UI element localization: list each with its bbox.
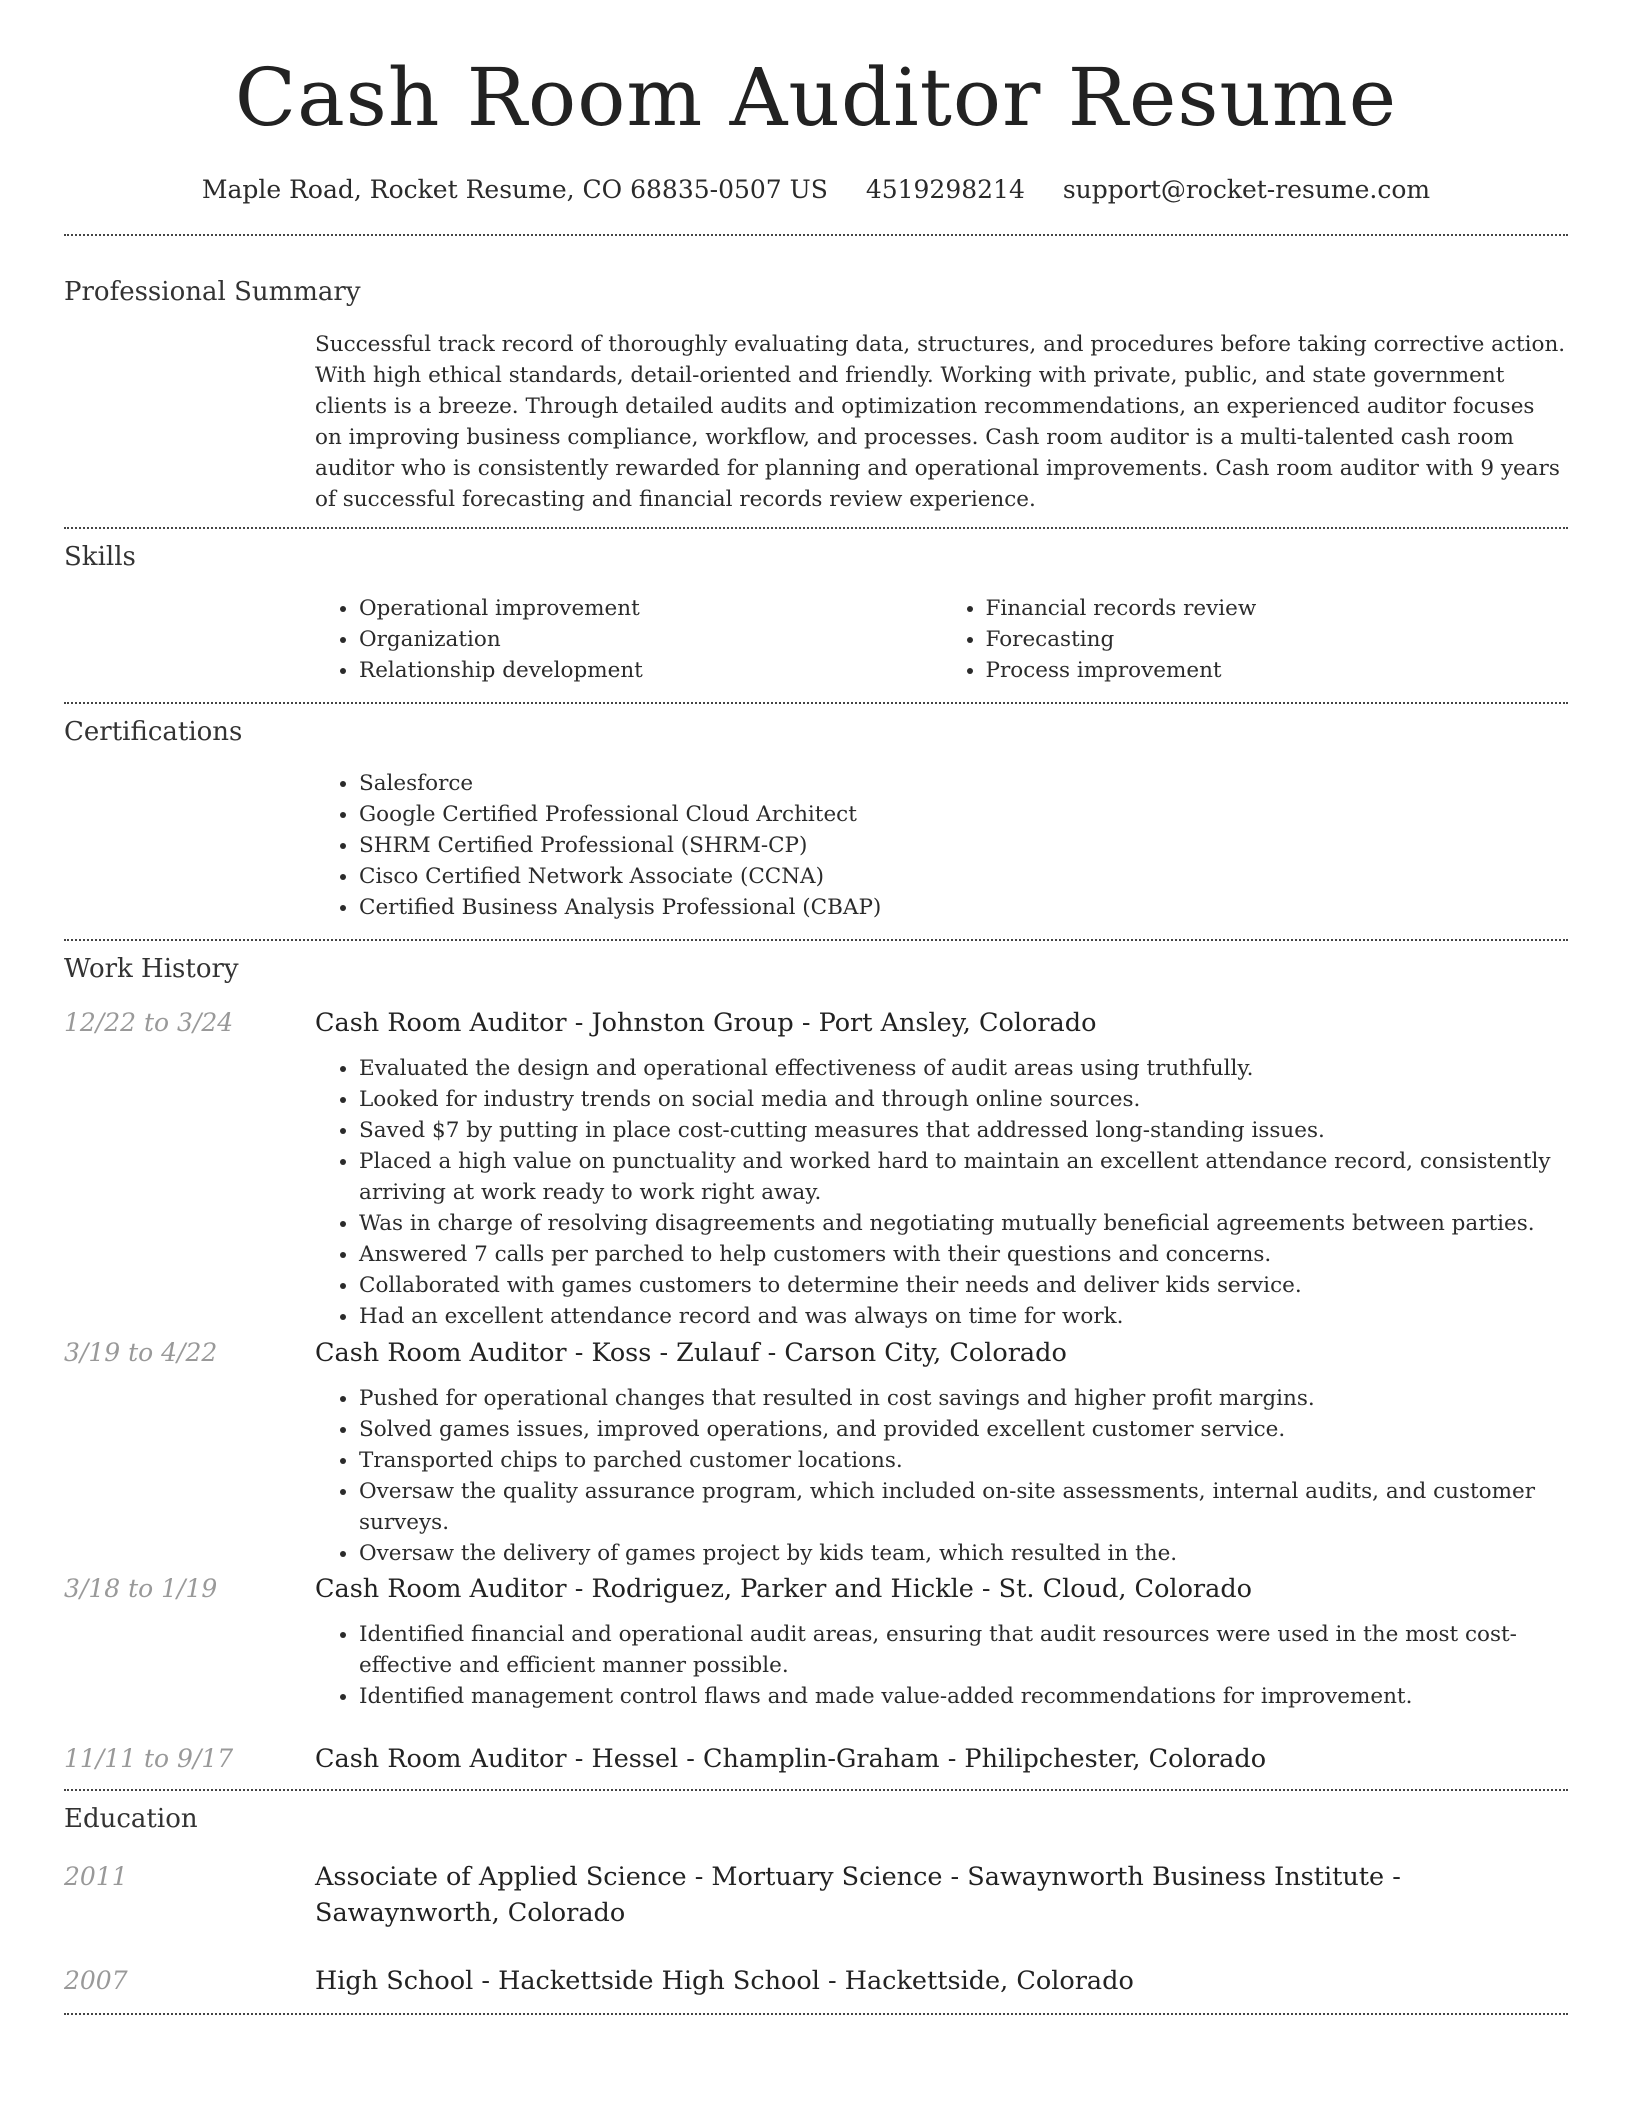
- section-heading-work-history: Work History: [64, 954, 239, 984]
- list-item: • Cisco Certified Network Associate (CCNA): [359, 861, 1568, 892]
- job-bullets: [315, 1383, 1568, 1566]
- list-item: • SHRM Certified Professional (SHRM-CP): [359, 830, 1568, 861]
- list-item: • Placed a high value on punctuality and worked hard to maintain an excellent attendance record, consistently arriving at work ready to work right away.: [359, 1146, 1568, 1208]
- list-item: • Was in charge of resolving disagreements and negotiating mutually beneficial agreements between parties.: [359, 1208, 1568, 1239]
- job-header: [64, 1335, 1568, 1371]
- education-title: Associate of Applied Science - Mortuary Science - Sawaynworth Business Institute - Sawaynworth, Colorado: [315, 1862, 1401, 1928]
- education-entry: [64, 1859, 1568, 1931]
- contact-email[interactable]: support@rocket-resume.com: [1062, 175, 1431, 204]
- education-title: High School - Hackettside High School - Hackettside, Colorado: [315, 1966, 1134, 1996]
- job-dates: 11/11 to 9/17: [64, 1744, 234, 1773]
- list-item: • Identified management control flaws and made value-added recommendations for improvement.: [359, 1681, 1568, 1712]
- list-item: • Looked for industry trends on social media and through online sources.: [359, 1084, 1568, 1115]
- job-dates: 12/22 to 3/24: [64, 1008, 234, 1037]
- list-item: • Oversaw the quality assurance program, which included on-site assessments, internal audits, and customer surveys.: [359, 1476, 1568, 1538]
- list-item: • Financial records review: [986, 593, 1569, 624]
- job-bullets: [315, 1619, 1568, 1712]
- job-dates: 3/18 to 1/19: [64, 1574, 218, 1603]
- list-item: • Transported chips to parched customer locations.: [359, 1445, 1568, 1476]
- job-header: [64, 1741, 1568, 1777]
- job-header: [64, 1571, 1568, 1607]
- skills-column-left: [315, 593, 942, 686]
- job-title: Cash Room Auditor - Hessel - Champlin-Graham - Philipchester, Colorado: [315, 1744, 1267, 1774]
- resume-page: [64, 0, 1568, 2015]
- divider: [64, 2013, 1568, 2015]
- list-item: • Had an excellent attendance record and was always on time for work.: [359, 1301, 1568, 1332]
- list-item: • Operational improvement: [359, 593, 942, 624]
- certifications-list: [315, 768, 1568, 923]
- section-heading-education: Education: [64, 1804, 198, 1834]
- list-item: • Organization: [359, 624, 942, 655]
- section-heading-summary: Professional Summary: [64, 277, 361, 307]
- education-year: 2007: [64, 1966, 128, 1995]
- list-item: • Certified Business Analysis Professional (CBAP): [359, 892, 1568, 923]
- skills-column-right: [942, 593, 1569, 686]
- contact-line: [64, 172, 1568, 208]
- job-title: Cash Room Auditor - Rodriguez, Parker and Hickle - St. Cloud, Colorado: [315, 1574, 1253, 1604]
- list-item: • Saved $7 by putting in place cost-cutting measures that addressed long-standing issues.: [359, 1115, 1568, 1146]
- list-item: • Process improvement: [986, 655, 1569, 686]
- list-item: • Pushed for operational changes that resulted in cost savings and higher profit margins.: [359, 1383, 1568, 1414]
- list-item: • Collaborated with games customers to determine their needs and deliver kids service.: [359, 1270, 1568, 1301]
- list-item: • Google Certified Professional Cloud Architect: [359, 799, 1568, 830]
- section-heading-certifications: Certifications: [64, 717, 243, 747]
- education-entry: [64, 1963, 1568, 1999]
- resume-title: Cash Room Auditor Resume: [234, 51, 1398, 144]
- list-item: • Solved games issues, improved operations, and provided excellent customer service.: [359, 1414, 1568, 1445]
- contact-address: Maple Road, Rocket Resume, CO 68835-0507 US: [201, 175, 828, 204]
- job-title: Cash Room Auditor - Koss - Zulauf - Carson City, Colorado: [315, 1338, 1067, 1368]
- education-year: 2011: [64, 1862, 128, 1891]
- list-item: • Forecasting: [986, 624, 1569, 655]
- contact-phone: 4519298214: [865, 175, 1025, 204]
- skills-list: [315, 593, 1568, 686]
- list-item: • Salesforce: [359, 768, 1568, 799]
- job-dates: 3/19 to 4/22: [64, 1338, 218, 1367]
- list-item: • Oversaw the delivery of games project by kids team, which resulted in the.: [359, 1538, 1568, 1569]
- job-header: [64, 1005, 1568, 1041]
- job-bullets: [315, 1053, 1568, 1329]
- list-item: • Identified financial and operational audit areas, ensuring that audit resources were used in the most cost-effective and efficient manner possible.: [359, 1619, 1568, 1681]
- list-item: • Answered 7 calls per parched to help customers with their questions and concerns.: [359, 1239, 1568, 1270]
- section-heading-skills: Skills: [64, 542, 136, 572]
- list-item: • Relationship development: [359, 655, 942, 686]
- job-title: Cash Room Auditor - Johnston Group - Port Ansley, Colorado: [315, 1008, 1097, 1038]
- summary-text: Successful track record of thoroughly evaluating data, structures, and procedures before taking corrective action. With high ethical standards, detail-oriented and friendly. Working with private, public, and state government clients is a breeze. Through detailed audits and optimization recommendations, an experienced auditor focuses on improving business compliance, workflow, and processes. Cash room auditor is a multi-talented cash room auditor who is consistently rewarded for planning and operational improvements. Cash room auditor with 9 years of successful forecasting and financial records review experience.: [315, 332, 1566, 512]
- list-item: • Evaluated the design and operational effectiveness of audit areas using truthfully.: [359, 1053, 1568, 1084]
